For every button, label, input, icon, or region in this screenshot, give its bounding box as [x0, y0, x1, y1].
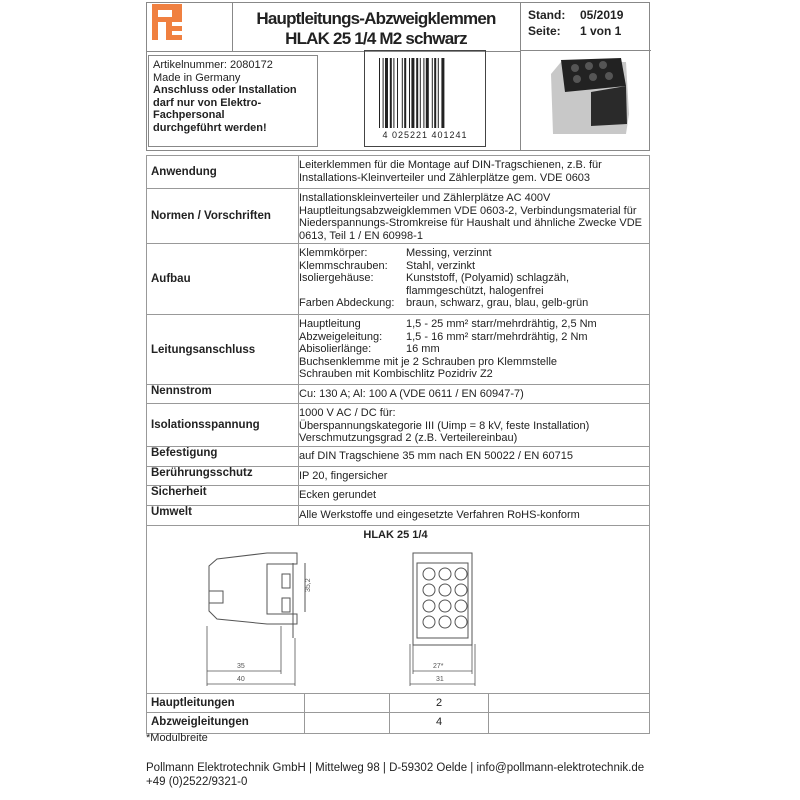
barcode-box	[364, 50, 486, 147]
terminal-hole	[455, 616, 467, 628]
count-row	[146, 693, 650, 713]
logo-cell	[146, 2, 233, 52]
count-value: 4	[389, 713, 489, 733]
spec-row	[146, 189, 650, 244]
company-logo	[152, 4, 192, 42]
dim-31: 31	[436, 676, 444, 683]
terminal-hole	[439, 616, 451, 628]
dim-35: 35	[237, 663, 245, 670]
spec-row	[146, 486, 650, 506]
product-image	[531, 54, 641, 149]
spec-value: Hauptleitung 1,5 - 25 mm² starr/mehrdrähtig, 2,5 Nm Abzweigeleitung: 1,5 - 16 mm² starr/mehrdrähtig, 2 Nm Abisolierlänge: 16 mm Buchsenklemme mit je 2 Schrauben pro Klemmstelle Schrauben mit Kombischlitz Pozidriv Z2	[299, 318, 597, 381]
barcode-number: 4 025221 401241	[382, 130, 468, 140]
count-label: Hauptleitungen	[151, 697, 235, 709]
spec-value: Leiterklemmen für die Montage auf DIN-Tragschienen, z.B. für Installations-Kleinverteiler und Zählerplätze gem. VDE 0603	[299, 159, 602, 184]
spec-row	[146, 404, 650, 447]
seite-value: 1 von 1	[580, 24, 622, 38]
installation-warning: Anschluss oder Installation darf nur von Elektro- Fachpersonal durchgeführt werden!	[153, 84, 297, 134]
count-row	[146, 713, 650, 734]
barcode	[379, 58, 469, 132]
spec-label: Aufbau	[147, 244, 299, 314]
terminal-hole	[423, 584, 435, 596]
spec-row	[146, 447, 650, 467]
spec-value: auf DIN Tragschiene 35 mm nach EN 50022 / EN 60715	[299, 450, 573, 462]
spec-value: 1000 V AC / DC für: Überspannungskategorie III (Uimp = 8 kV, feste Installation) Verschmutzungsgrad 2 (z.B. Verteilereinbau)	[299, 407, 590, 445]
title-line-1: Hauptleitungs-Abzweigklemmen	[256, 9, 496, 28]
spec-row	[146, 385, 650, 404]
footer	[146, 761, 644, 789]
spec-value: Alle Werkstoffe und eingesetzte Verfahren RoHS-konform	[299, 509, 580, 521]
made-in: Made in Germany	[153, 71, 241, 84]
drawing-title: HLAK 25 1/4	[363, 529, 428, 541]
spec-label: Berührungsschutz	[147, 467, 299, 485]
spec-label: Anwendung	[147, 156, 299, 188]
spec-row	[146, 155, 650, 189]
spec-label: Umwelt	[147, 506, 299, 525]
spec-value: Klemmkörper: Messing, verzinnt Klemmschrauben: Stahl, verzinkt Isoliergehäuse: Kunststoff, (Polyamid) schlagzäh, flammgeschützt, halogenfrei Farben Abdeckung: braun, schwarz, grau, blau, gelb-grün	[299, 247, 589, 310]
spec-label: Befestigung	[147, 447, 299, 466]
spec-label: Sicherheit	[147, 486, 299, 505]
spec-label: Leitungsanschluss	[147, 315, 299, 384]
spec-value: Ecken gerundet	[299, 489, 377, 501]
dim-40: 40	[237, 676, 245, 683]
terminal-hole	[455, 584, 467, 596]
seite-label: Seite:	[528, 24, 561, 38]
spec-value: IP 20, fingersicher	[299, 470, 388, 482]
terminal-hole	[455, 600, 467, 612]
spec-label: Isolationsspannung	[147, 404, 299, 446]
front-view	[413, 553, 472, 645]
terminal-hole	[423, 568, 435, 580]
spec-row	[146, 315, 650, 385]
side-view	[209, 553, 305, 638]
spec-row	[146, 244, 650, 315]
spec-label: Nennstrom	[147, 385, 299, 403]
spec-row	[146, 467, 650, 486]
count-value: 2	[389, 694, 489, 712]
terminal-hole	[439, 584, 451, 596]
technical-drawing	[147, 526, 651, 691]
stand-label: Stand:	[528, 8, 566, 22]
footnote: *Modulbreite	[146, 732, 208, 744]
dim-27: 27*	[433, 663, 444, 670]
spec-value: Cu: 130 A; Al: 100 A (VDE 0611 / EN 60947-7)	[299, 388, 524, 400]
terminal-hole	[423, 600, 435, 612]
spec-row	[146, 506, 650, 526]
footer-address: Pollmann Elektrotechnik GmbH | Mittelweg 98 | D-59302 Oelde | info@pollmann-elektrotechnik.de	[146, 762, 645, 774]
spec-label: Normen / Vorschriften	[147, 189, 299, 243]
title-line-2: HLAK 25 1/4 M2 schwarz	[285, 29, 467, 48]
terminal-hole	[455, 568, 467, 580]
dim-height: 35,2	[305, 578, 312, 592]
terminal-hole	[423, 616, 435, 628]
spec-value: Installationskleinverteiler und Zählerplätze AC 400V Hauptleitungsabzweigklemmen VDE 0603-2, Verbindungsmaterial für Niederspannungs-Stromkreise für Haushalt und ähnliche Zwecke VDE 0613, Teil 1 / EN 60998-1	[299, 192, 643, 242]
footer-phone: +49 (0)2522/9321-0	[146, 776, 248, 788]
terminal-hole	[439, 600, 451, 612]
article-number: Artikelnummer: 2080172	[153, 59, 273, 71]
document-title	[232, 9, 520, 49]
stand-value: 05/2019	[580, 8, 624, 22]
drawing-area	[146, 526, 650, 694]
meta-cell	[520, 2, 651, 151]
terminal-hole	[439, 568, 451, 580]
article-info-box	[148, 55, 318, 147]
count-label: Abzweigleitungen	[151, 716, 249, 728]
